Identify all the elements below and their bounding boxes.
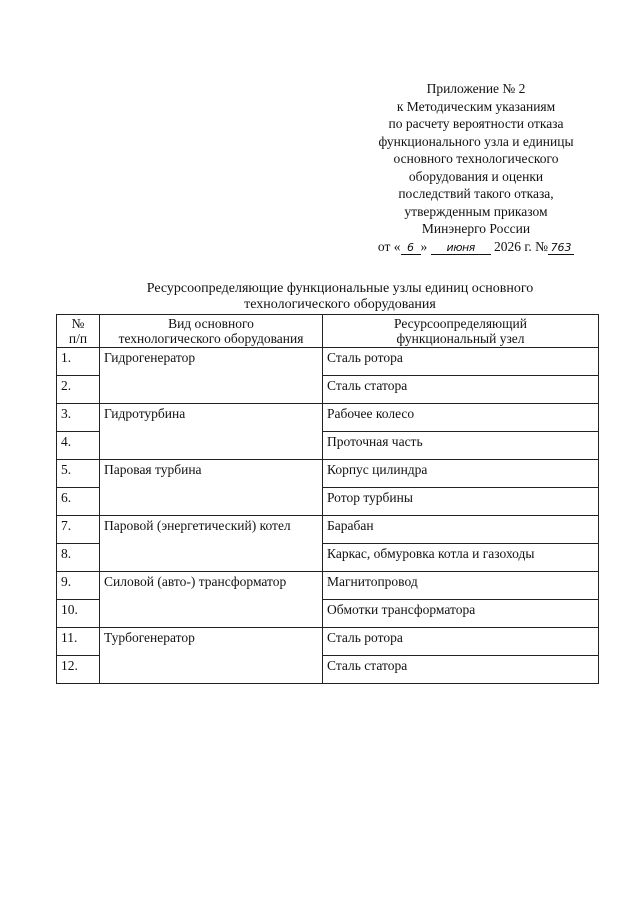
row-number: 2.: [57, 376, 100, 404]
row-number: 8.: [57, 544, 100, 572]
table-row: [57, 404, 599, 432]
appendix-header: [360, 80, 592, 255]
table-row: [57, 628, 599, 656]
appendix-line: функционального узла и единицы: [378, 133, 574, 149]
equipment-cell: Гидротурбина: [100, 404, 323, 460]
table-title: [60, 281, 620, 313]
row-number: 3.: [57, 404, 100, 432]
table-row: [57, 516, 599, 544]
appendix-line: последствий такого отказа,: [398, 186, 554, 201]
date-quote-close: »: [420, 238, 428, 254]
node-cell: Проточная часть: [323, 432, 599, 460]
appendix-line: Приложение № 2: [426, 81, 526, 96]
node-cell: Барабан: [323, 516, 599, 544]
node-cell: Рабочее колесо: [323, 404, 599, 432]
row-number: 1.: [57, 348, 100, 376]
node-cell: Сталь статора: [323, 376, 599, 404]
node-cell: Сталь статора: [323, 656, 599, 684]
row-number: 9.: [57, 572, 100, 600]
node-cell: Ротор турбины: [323, 488, 599, 516]
row-number: 4.: [57, 432, 100, 460]
appendix-line: к Методическим указаниям: [396, 98, 556, 114]
equipment-cell: Гидрогенератор: [100, 348, 323, 404]
table-row: [57, 348, 599, 376]
table-row: [57, 572, 599, 600]
node-cell: Корпус цилиндра: [323, 460, 599, 488]
table-title-line: технологического оборудования: [244, 297, 436, 312]
handwritten-order-number: 763: [548, 241, 574, 255]
appendix-line: основного технологического: [393, 151, 559, 166]
appendix-line: по расчету вероятности отказа: [388, 116, 564, 131]
year-text: 2026 г. №: [494, 238, 549, 254]
handwritten-day: 6: [401, 241, 421, 255]
row-number: 10.: [57, 600, 100, 628]
row-number: 11.: [57, 628, 100, 656]
equipment-cell: Силовой (авто-) трансформатор: [100, 572, 323, 628]
equipment-cell: Паровой (энергетический) котел: [100, 516, 323, 572]
appendix-line: утвержденным приказом: [404, 203, 548, 219]
equipment-cell: Паровая турбина: [100, 460, 323, 516]
resource-nodes-table: [56, 314, 599, 684]
row-number: 12.: [57, 656, 100, 684]
handwritten-month: июня: [431, 241, 491, 255]
appendix-line: Минэнерго России: [421, 221, 531, 236]
date-prefix: от «: [377, 238, 401, 254]
header-equipment: Вид основного технологического оборудования: [100, 315, 323, 348]
row-number: 6.: [57, 488, 100, 516]
row-number: 7.: [57, 516, 100, 544]
table-row: [57, 460, 599, 488]
row-number: 5.: [57, 460, 100, 488]
order-date-line: [360, 238, 592, 256]
header-node: Ресурсоопределяющий функциональный узел: [323, 315, 599, 348]
header-number: № п/п: [57, 315, 100, 348]
node-cell: Сталь ротора: [323, 628, 599, 656]
equipment-cell: Турбогенератор: [100, 628, 323, 684]
node-cell: Магнитопровод: [323, 572, 599, 600]
node-cell: Обмотки трансформатора: [323, 600, 599, 628]
node-cell: Каркас, обмуровка котла и газоходы: [323, 544, 599, 572]
appendix-line: оборудования и оценки: [408, 168, 544, 184]
table-header-row: [57, 315, 599, 348]
table-title-line: Ресурсоопределяющие функциональные узлы единиц основного: [146, 281, 534, 296]
node-cell: Сталь ротора: [323, 348, 599, 376]
